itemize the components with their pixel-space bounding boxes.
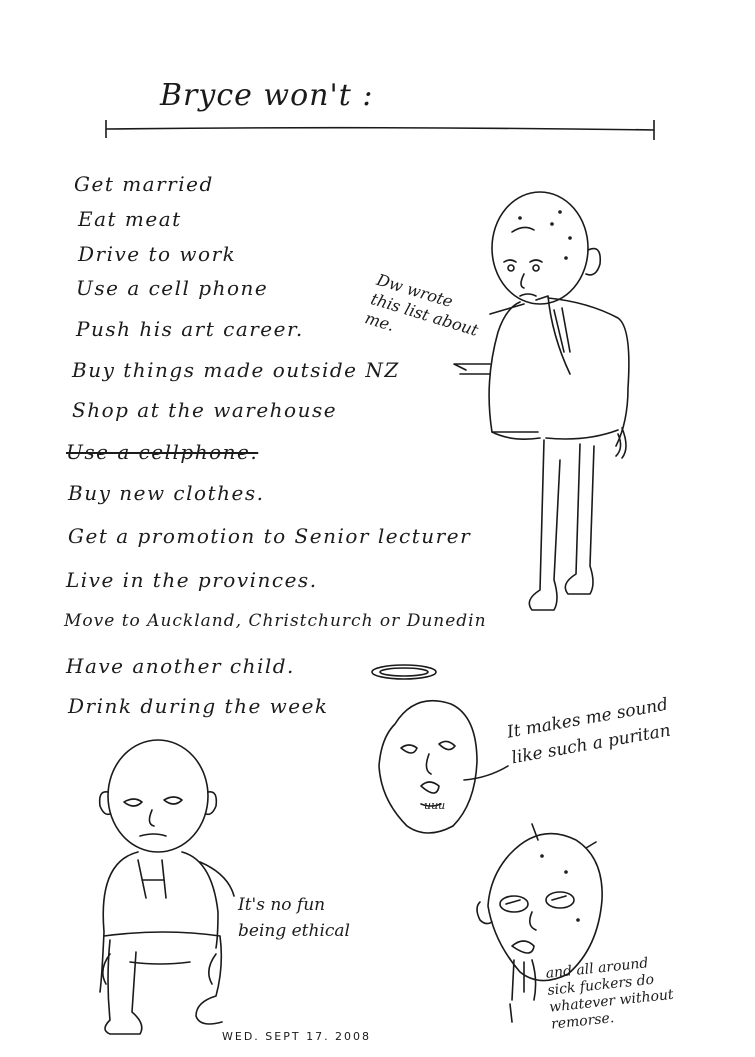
date-stamp: WED. SEPT 17. 2008 xyxy=(222,1030,372,1043)
title-underline xyxy=(104,118,656,142)
standing-speech-pointer xyxy=(488,300,528,320)
halo-head-mouth-sound: uuu xyxy=(424,799,446,812)
list-item-6: Buy things made outside NZ xyxy=(72,358,400,382)
halo-speech-pointer xyxy=(462,764,512,784)
sitting-man-speech: It's no fun being ethical xyxy=(238,895,350,941)
list-item-9: Buy new clothes. xyxy=(68,481,265,505)
zombie-speech: and all around sick fuckers do whatever without remorse. xyxy=(545,955,675,1033)
list-item-14: Drink during the week xyxy=(68,694,329,718)
list-item-10: Get a promotion to Senior lecturer xyxy=(68,524,472,548)
list-item-3: Drive to work xyxy=(78,242,237,266)
list-item-7: Shop at the warehouse xyxy=(72,398,338,422)
halo-icon xyxy=(368,662,440,682)
list-item-4: Use a cell phone xyxy=(76,276,269,300)
list-item-1: Get married xyxy=(74,172,214,196)
standing-man-drawing xyxy=(470,188,650,618)
page-title: Bryce won't : xyxy=(160,78,374,113)
list-item-5: Push his art career. xyxy=(76,317,304,341)
halo-head-speech: It makes me sound like such a puritan xyxy=(505,694,673,769)
sitting-speech-pointer xyxy=(198,860,238,900)
standing-man-speech: Dw wrote this list about me. xyxy=(362,270,481,340)
list-item-2: Eat meat xyxy=(78,207,182,231)
list-item-11: Live in the provinces. xyxy=(66,568,318,592)
list-item-13: Have another child. xyxy=(66,654,295,678)
list-item-8-crossed-out: Use a cellphone. xyxy=(66,440,259,464)
list-item-12: Move to Auckland, Christchurch or Dunedin xyxy=(64,611,487,631)
